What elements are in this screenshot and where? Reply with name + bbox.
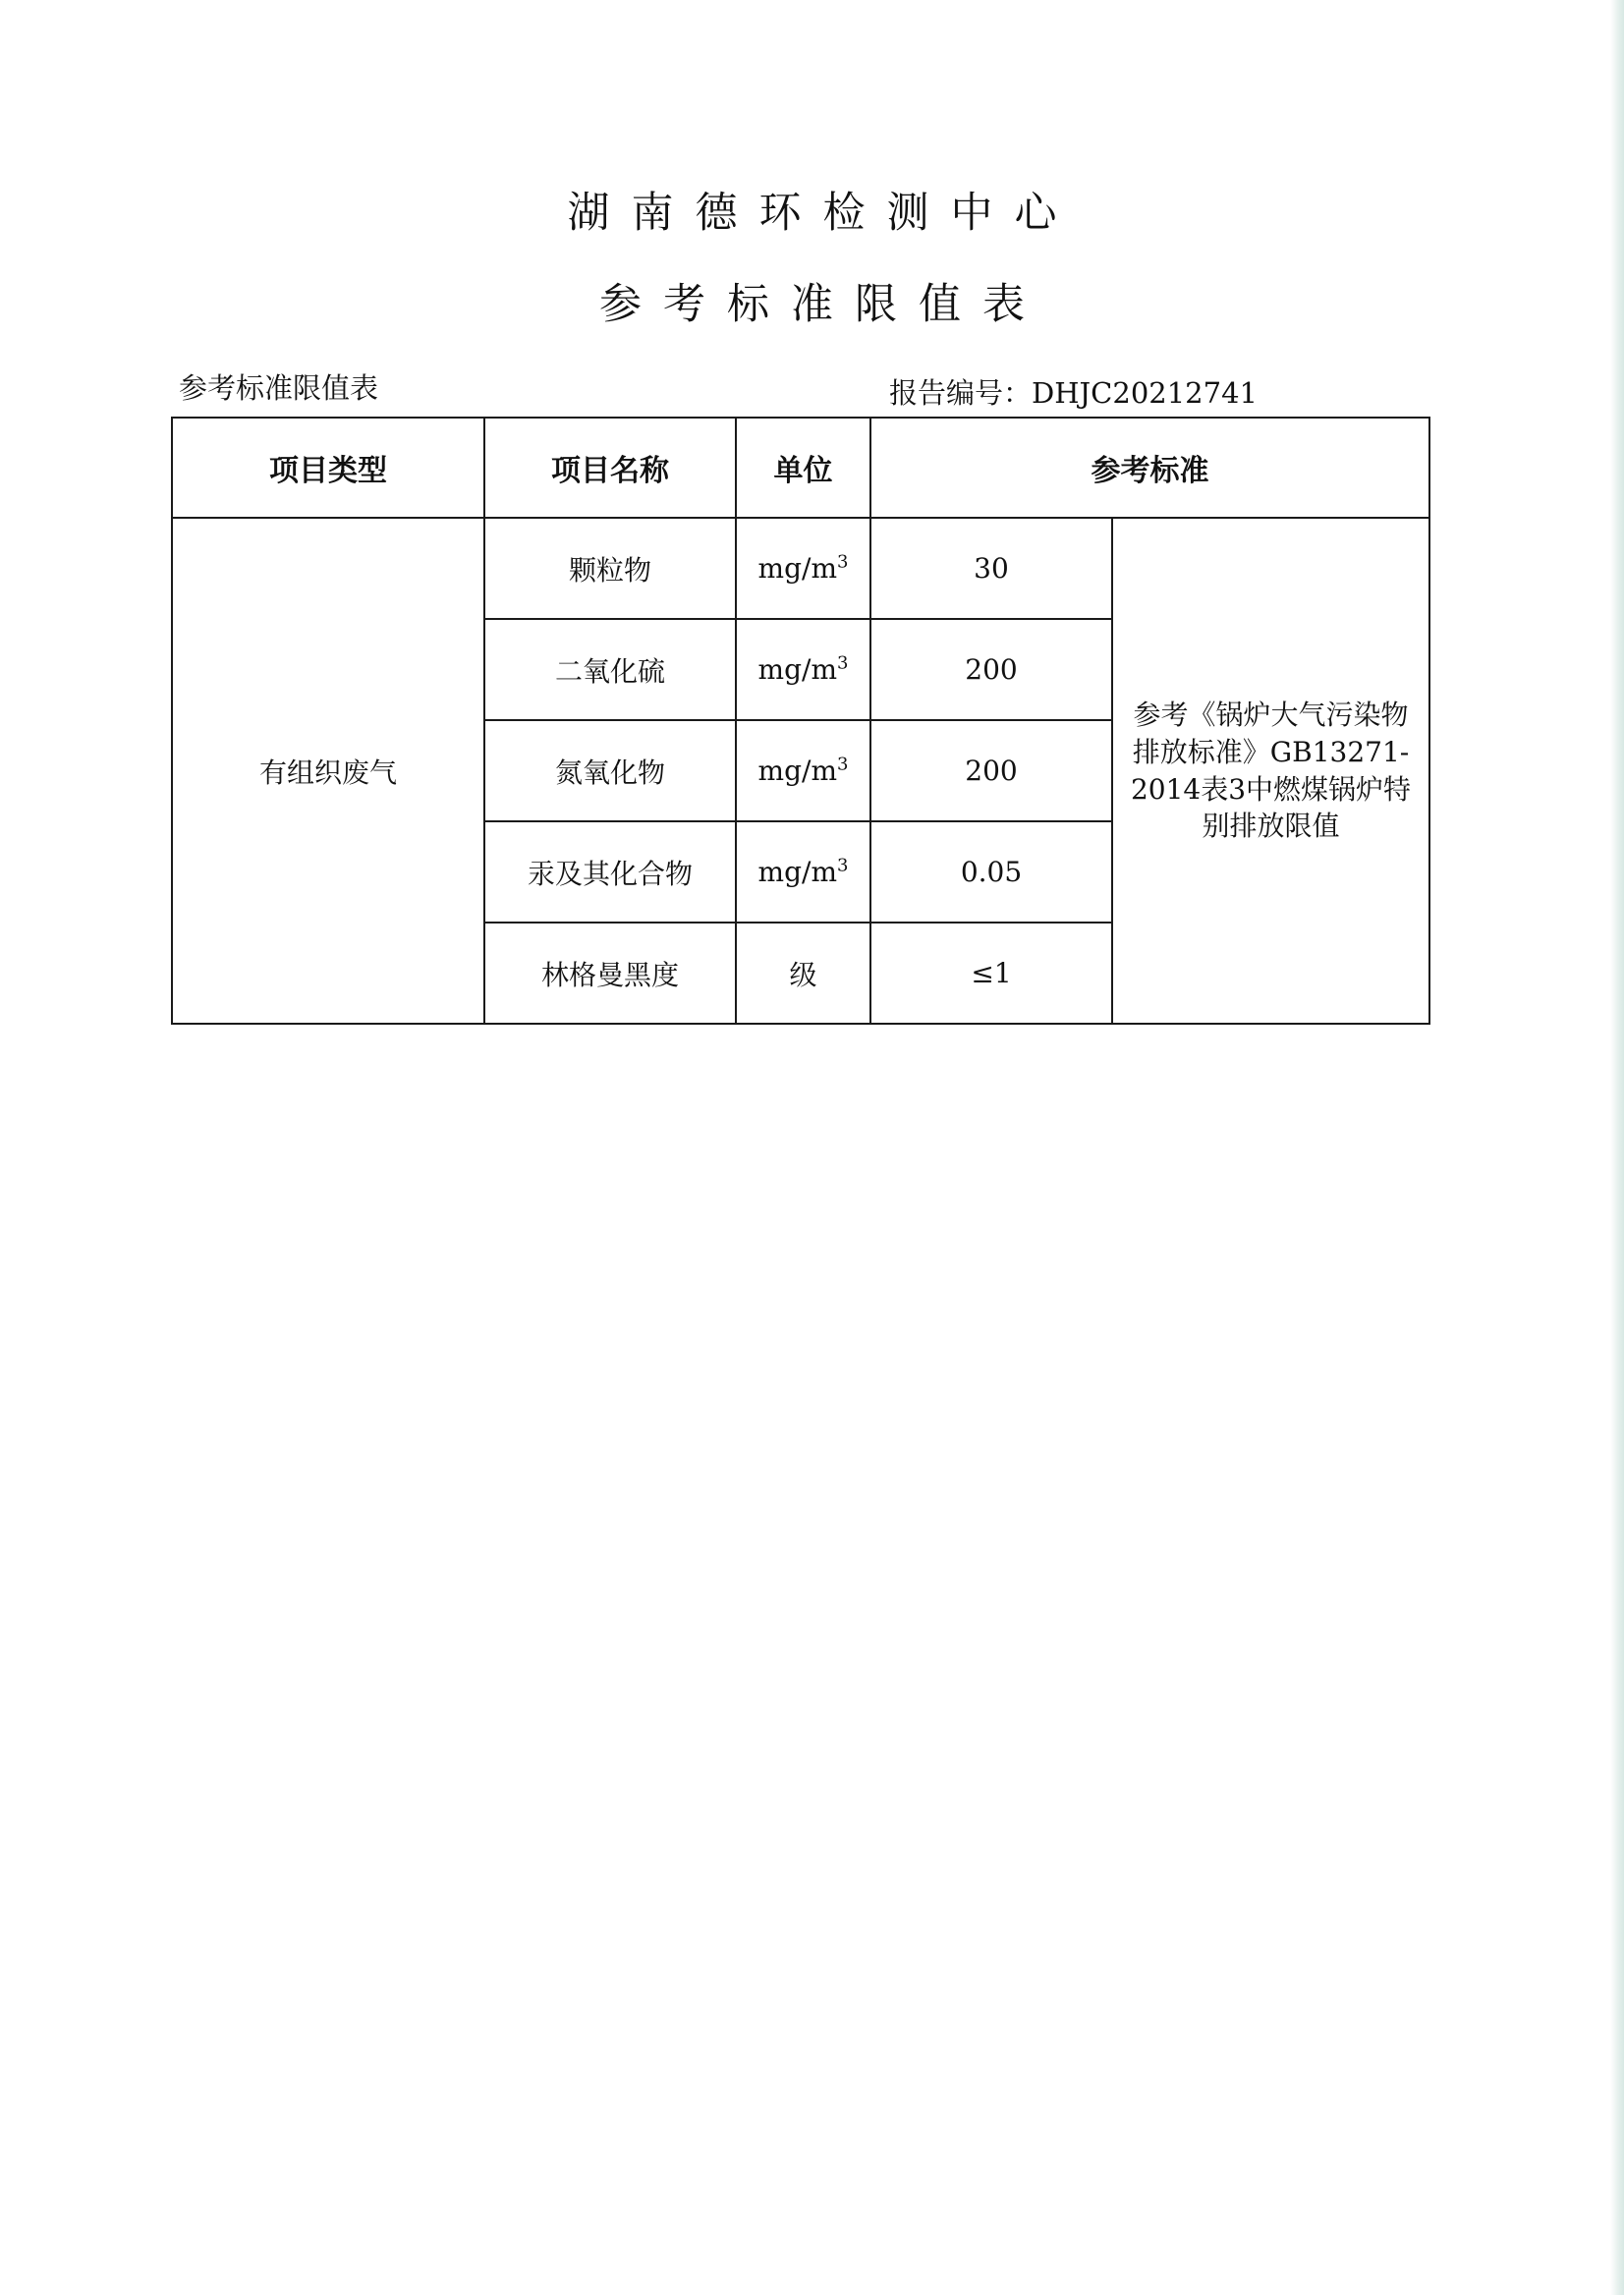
document-title: 参考标准限值表 xyxy=(599,280,1046,329)
table-row xyxy=(172,518,1429,619)
unit-superscript: 3 xyxy=(837,855,849,876)
unit-base: mg/m xyxy=(757,653,837,686)
header-name: 项目名称 xyxy=(484,418,736,518)
report-number-line xyxy=(889,376,1258,411)
item-name: 汞及其化合物 xyxy=(484,821,736,923)
report-number-label: 报告编号： xyxy=(889,376,1033,410)
unit-base: mg/m xyxy=(757,856,837,888)
unit-base: mg/m xyxy=(757,755,837,787)
header-type: 项目类型 xyxy=(172,418,484,518)
item-name: 氮氧化物 xyxy=(484,720,736,821)
unit-superscript: 3 xyxy=(837,652,849,674)
item-name: 颗粒物 xyxy=(484,518,736,619)
item-unit xyxy=(736,518,870,619)
item-unit xyxy=(736,821,870,923)
item-limit-value: 200 xyxy=(870,619,1112,720)
header-unit: 单位 xyxy=(736,418,870,518)
item-unit xyxy=(736,619,870,720)
table-header-row xyxy=(172,418,1429,518)
item-limit-value: ≤1 xyxy=(870,923,1112,1024)
item-name: 林格曼黑度 xyxy=(484,923,736,1024)
limits-table xyxy=(171,417,1430,1025)
standard-reference-cell: 参考《锅炉大气污染物排放标准》GB13271-2014表3中燃煤锅炉特别排放限值 xyxy=(1112,518,1429,1024)
item-unit xyxy=(736,923,870,1024)
item-limit-value: 200 xyxy=(870,720,1112,821)
item-name: 二氧化硫 xyxy=(484,619,736,720)
scan-edge xyxy=(1610,0,1624,2295)
report-number: DHJC20212741 xyxy=(1032,376,1258,410)
item-unit xyxy=(736,720,870,821)
item-limit-value: 30 xyxy=(870,518,1112,619)
table-caption: 参考标准限值表 xyxy=(179,371,379,405)
category-cell: 有组织废气 xyxy=(172,518,484,1024)
unit-base: mg/m xyxy=(757,552,837,585)
organization-title: 湖南德环检测中心 xyxy=(567,189,1079,238)
unit-superscript: 3 xyxy=(837,551,849,573)
item-limit-value: 0.05 xyxy=(870,821,1112,923)
unit-base: 级 xyxy=(789,958,817,991)
unit-superscript: 3 xyxy=(837,754,849,775)
header-standard: 参考标准 xyxy=(870,418,1429,518)
